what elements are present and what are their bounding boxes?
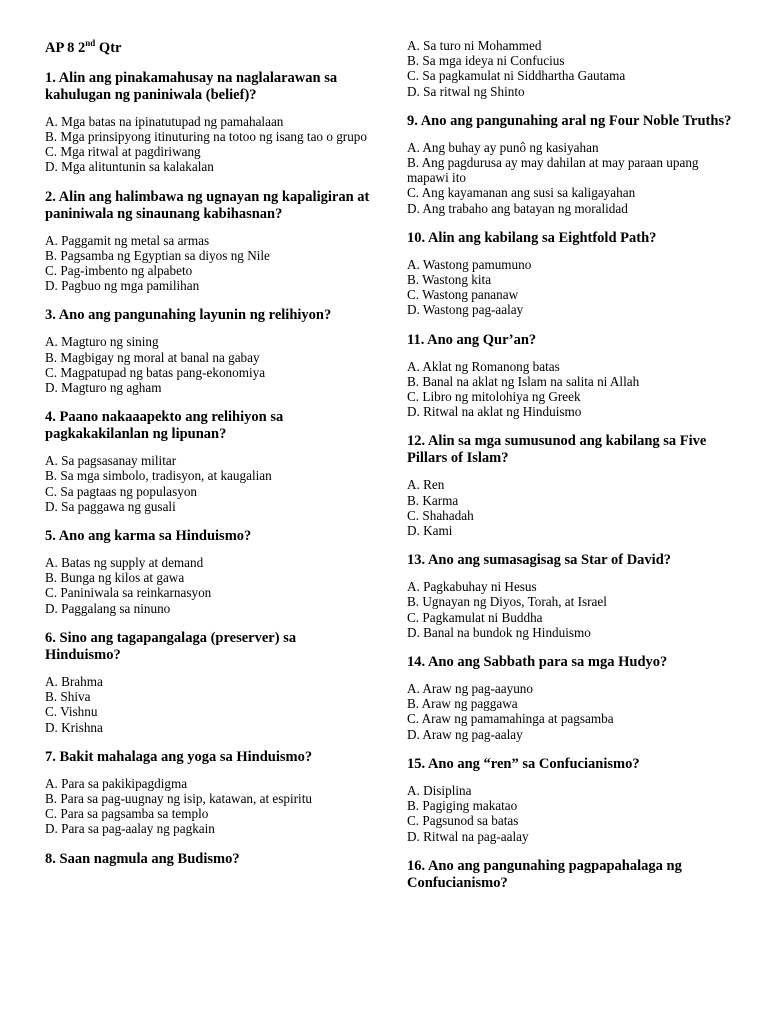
choice-option: A. Sa turo ni Mohammed [407,38,542,53]
choice-option: A. Mga batas na ipinatutupad ng pamahalaan [45,113,284,129]
choice-list [407,477,737,538]
choice-option: D. Ang trabaho ang batayan ng moralidad [407,200,628,216]
question-text: 7. Bakit mahalaga ang yoga sa Hinduismo? [45,748,313,765]
choice-list [407,257,737,318]
choice-option: D. Sa ritwal ng Shinto [407,83,525,99]
choice-option: A. Magturo ng sining [45,334,159,350]
choice-option: C. Shahadah [407,507,474,523]
question-text: 6. Sino ang tagapangalaga (preserver) sa Hinduismo? [45,629,297,663]
question-block [45,189,375,294]
choice-option: C. Pag-imbento ng alpabeto [45,263,193,279]
choice-option: C. Vishnu [45,704,98,720]
choice-option: B. Sa mga simbolo, tradisyon, at kaugalian [45,468,272,484]
choice-option: C. Ang kayamanan ang susi sa kaligayahan [407,185,636,201]
choice-option: D. Paggalang sa ninuno [45,600,171,616]
question-block [407,38,737,99]
choice-list [407,359,737,420]
choice-option: A. Araw ng pag-aayuno [407,681,533,697]
question-text: 13. Ano ang sumasagisag sa Star of David? [407,552,672,569]
choice-option: C. Pagkamulat ni Buddha [407,609,543,625]
choice-option: B. Para sa pag-uugnay ng isip, katawan, at espiritu [45,790,312,806]
choice-list [407,783,737,844]
choice-option: D. Mga alituntunin sa kalakalan [45,159,214,175]
choice-option: D. Kami [407,523,453,539]
choice-option: A. Paggamit ng metal sa armas [45,232,210,248]
choice-option: A. Aklat ng Romanong batas [407,358,560,374]
choice-option: D. Ritwal na aklat ng Hinduismo [407,404,582,420]
choice-option: B. Mga prinsipyong itinuturing na totoo ng isang tao o grupo [45,129,367,145]
question-text: 15. Ano ang “ren” sa Confucianismo? [407,755,640,772]
question-block [45,307,375,395]
question-text: 14. Ano ang Sabbath para sa mga Hudyo? [407,654,668,671]
choice-option: B. Wastong kita [407,272,492,288]
choice-option: A. Disiplina [407,782,472,798]
question-text: 16. Ano ang pangunahing pagpapahalaga ng Confucianismo? [407,857,682,891]
question-block [45,409,375,514]
question-text: 3. Ano ang pangunahing layunin ng relihiyon? [45,307,332,324]
question-block [407,654,737,742]
choice-option: A. Ang buhay ay punô ng kasiyahan [407,139,599,155]
choice-option: B. Ang pagdurusa ay may dahilan at may paraan upang mapawi ito [407,155,699,186]
question-text: 5. Ano ang karma sa Hinduismo? [45,528,252,545]
choice-option: C. Libro ng mitolohiya ng Greek [407,389,581,405]
choice-list [407,140,737,216]
choice-option: B. Karma [407,492,459,508]
choice-option: C. Para sa pagsamba sa templo [45,806,209,822]
choice-list [45,776,375,837]
choice-option: D. Magturo ng agham [45,380,162,396]
choice-option: C. Magpatupad ng batas pang-ekonomiya [45,364,266,380]
choice-list [407,38,737,99]
question-text: 12. Alin sa mga sumusunod ang kabilang sa Five Pillars of Islam? [407,433,707,467]
choice-option: D. Ritwal na pag-aalay [407,828,529,844]
choice-option: B. Ugnayan ng Diyos, Torah, at Israel [407,594,607,610]
question-block [407,552,737,640]
question-text: 10. Alin ang kabilang sa Eightfold Path? [407,229,657,246]
choice-option: B. Magbigay ng moral at banal na gabay [45,349,260,365]
choice-option: C. Araw ng pamamahinga at pagsamba [407,711,614,727]
choice-option: A. Pagkabuhay ni Hesus [407,579,537,595]
choice-option: B. Pagsamba ng Egyptian sa diyos ng Nile [45,247,270,263]
choice-option: A. Sa pagsasanay militar [45,453,177,469]
question-block [407,858,737,892]
question-text: 4. Paano nakaaapekto ang relihiyon sa pagkakakilanlan ng lipunan? [45,409,284,443]
choice-option: B. Araw ng paggawa [407,696,518,712]
question-text: 2. Alin ang halimbawa ng ugnayan ng kapaligiran at paniniwala ng sinaunang kabihasnan? [45,188,370,222]
choice-list [407,579,737,640]
choice-option: A. Batas ng supply at demand [45,555,204,571]
choice-option: A. Brahma [45,673,103,689]
page-title: AP 8 2nd Qtr [45,38,122,56]
choice-list [45,674,375,735]
choice-list [45,233,375,294]
choice-option: D. Banal na bundok ng Hinduismo [407,624,591,640]
question-text: 1. Alin ang pinakamahusay na naglalarawan sa kahulugan ng paniniwala (belief)? [45,69,338,103]
choice-option: C. Wastong pananaw [407,287,519,303]
choice-list [407,681,737,742]
choice-list [45,555,375,616]
choice-option: D. Krishna [45,719,103,735]
choice-option: B. Sa mga ideya ni Confucius [407,53,565,69]
choice-option: A. Ren [407,477,445,493]
choice-option: C. Sa pagkamulat ni Siddhartha Gautama [407,68,626,84]
choice-option: C. Pagsunod sa batas [407,813,519,829]
choice-option: B. Pagiging makatao [407,798,518,814]
question-block [45,70,375,175]
question-block [407,113,737,216]
choice-list [45,114,375,175]
question-text: 11. Ano ang Qur’an? [407,331,537,348]
choice-option: D. Para sa pag-aalay ng pagkain [45,821,215,837]
choice-option: C. Sa pagtaas ng populasyon [45,483,198,499]
choice-option: B. Banal na aklat ng Islam na salita ni Allah [407,373,640,389]
choice-option: D. Pagbuo ng mga pamilihan [45,278,200,294]
choice-option: A. Wastong pamumuno [407,256,532,272]
choice-option: D. Araw ng pag-aalay [407,726,523,742]
choice-option: B. Bunga ng kilos at gawa [45,570,185,586]
question-block [45,630,375,735]
choice-list [45,334,375,395]
question-block [45,528,375,616]
left-column [45,38,375,882]
choice-option: D. Sa paggawa ng gusali [45,498,176,514]
question-text: 8. Saan nagmula ang Budismo? [45,850,240,867]
question-block [407,433,737,538]
choice-list [45,453,375,514]
choice-option: B. Shiva [45,689,91,705]
choice-option: D. Wastong pag-aalay [407,302,524,318]
choice-option: A. Para sa pakikipagdigma [45,775,188,791]
question-block [407,756,737,844]
right-column [407,38,737,906]
question-block [407,332,737,420]
choice-option: C. Mga ritwal at pagdiriwang [45,144,201,160]
question-block [45,749,375,837]
question-text: 9. Ano ang pangunahing aral ng Four Noble Truths? [407,112,732,129]
choice-option: C. Paniniwala sa reinkarnasyon [45,585,212,601]
question-block [407,230,737,318]
question-block [45,851,375,868]
